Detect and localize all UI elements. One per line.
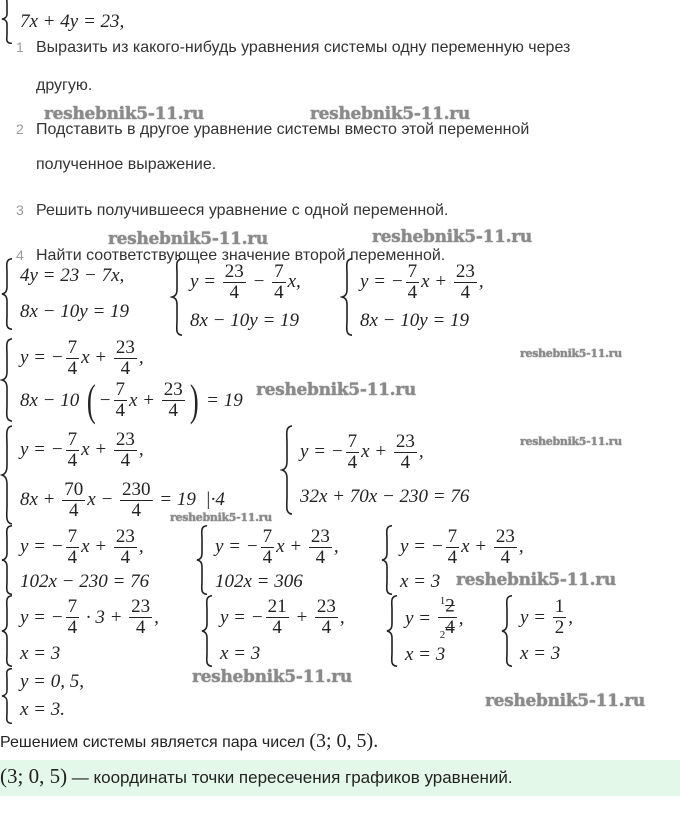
math-text: 4y = 23 − 7x, (20, 265, 125, 286)
math-text: , (339, 606, 345, 628)
numerator: 23 (131, 596, 151, 618)
equation (20, 338, 243, 379)
denominator: 4 (67, 546, 78, 568)
brace-icon (200, 595, 214, 667)
equation (190, 262, 301, 303)
watermark: reshebnik5-11.ru (456, 570, 616, 590)
math-text: x = 3 (20, 642, 61, 664)
fraction (114, 527, 137, 568)
math-text: x + (81, 439, 112, 460)
equation (520, 597, 573, 638)
math-text: 102x = 306 (215, 571, 303, 593)
cancel-numerator: 1 (439, 595, 446, 608)
fraction (114, 380, 128, 421)
numerator: 1 (554, 596, 565, 618)
math-text: = 19 |·4 (154, 489, 225, 510)
denominator: 4 (120, 449, 131, 471)
equation (405, 596, 464, 641)
step-3 (16, 202, 448, 220)
equation-system (500, 595, 573, 667)
math-text: , (518, 536, 524, 558)
watermark: reshebnik5-11.ru (108, 229, 268, 249)
fraction (129, 597, 152, 638)
denominator: 4 (120, 357, 131, 379)
conclusion-text: Решением системы является пара чисел (0, 734, 305, 751)
highlight-caption: — координаты точки пересечения графиков уравнений. (67, 768, 513, 787)
numerator: 7 (67, 428, 78, 450)
fraction (394, 432, 417, 473)
equation-lines (215, 525, 339, 595)
brace-icon (340, 258, 354, 336)
denominator: 2 (554, 617, 565, 639)
denominator: 4 (131, 499, 142, 521)
equation (400, 527, 524, 568)
math-text: x + (81, 347, 112, 369)
math-text: 32x + 70x − 230 = 76 (300, 486, 470, 508)
fraction (494, 527, 517, 568)
math-text: 8x − 10y = 19 (190, 310, 300, 332)
math-text: x = 3 (220, 642, 261, 664)
equation-lines (360, 258, 484, 336)
fraction (66, 527, 80, 568)
math-text: , (154, 606, 159, 628)
denominator: 4 (67, 449, 78, 471)
equation-lines (20, 595, 159, 667)
equation (520, 643, 573, 665)
math-text: y = − (220, 606, 264, 628)
math-text: y = 0, 5, (20, 671, 85, 692)
brace-icon (280, 425, 294, 515)
equation (405, 644, 464, 666)
equation (215, 527, 339, 568)
equation-system (0, 425, 225, 525)
math-text: x + (461, 536, 492, 558)
math-text: y = − (20, 439, 64, 460)
fraction (66, 430, 80, 471)
denominator: 4 (69, 499, 79, 521)
equation: 7x + 4y = 23, (20, 11, 125, 32)
math-text: y = − (20, 536, 64, 558)
math-text: y = (190, 271, 221, 293)
equation (220, 643, 345, 665)
math-text: , (138, 439, 144, 460)
fraction (66, 338, 80, 379)
numerator: 23 (455, 260, 475, 282)
equation-lines (20, 525, 149, 595)
denominator: 4 (272, 617, 282, 639)
equation-lines (20, 337, 243, 425)
equation (20, 301, 129, 323)
fraction (272, 262, 286, 303)
brace-icon (170, 258, 184, 336)
math-text: 8x − 10y = 19 (360, 310, 470, 332)
cancel-denominator: 2 (439, 628, 446, 641)
math-text: x + (361, 441, 392, 463)
fraction (553, 597, 567, 638)
brace-icon (380, 525, 394, 595)
numerator: 21 (267, 596, 287, 618)
step-number: 1 (16, 39, 24, 55)
math-text: , (568, 606, 574, 628)
fraction (62, 480, 85, 521)
equation (20, 527, 149, 568)
equation-system (195, 525, 339, 595)
highlight-text (0, 764, 513, 789)
math-text: , (333, 536, 339, 558)
brace-icon (0, 595, 14, 667)
brace-icon (0, 525, 14, 595)
watermark: reshebnik5-11.ru (192, 667, 352, 687)
equation (360, 262, 484, 303)
math-text: x, (287, 271, 301, 293)
step-1 (16, 39, 570, 57)
denominator: 4 (120, 546, 131, 568)
brace-icon (385, 595, 399, 667)
highlight-value: (3; 0, 5) (0, 764, 68, 788)
math-text: , (418, 441, 424, 463)
step-2-cont: полученное выражение. (36, 156, 217, 173)
brace-icon (0, 425, 14, 525)
denominator: 4 (67, 357, 78, 379)
denominator: 4 (321, 617, 332, 639)
numerator: 7 (262, 525, 273, 547)
numerator: 23 (115, 337, 135, 358)
denominator: 4 (229, 281, 240, 303)
math-text: y = − (215, 536, 259, 558)
equation-lines (190, 258, 301, 336)
fraction (454, 262, 477, 303)
denominator: 4 (400, 451, 411, 473)
equation-lines (405, 595, 464, 667)
numerator: 7 (67, 525, 78, 547)
denominator-value: 4 (445, 616, 455, 638)
math-text: x = 3 (400, 571, 441, 593)
numerator: 230 (122, 478, 151, 500)
watermark: reshebnik5-11.ru (485, 691, 645, 711)
math-text: y = (405, 607, 436, 629)
watermark: reshebnik5-11.ru (170, 511, 272, 524)
equation (20, 671, 84, 693)
math-text: x + (81, 536, 112, 558)
denominator: 4 (407, 281, 418, 303)
equation-system (170, 258, 301, 336)
equation-system (385, 595, 464, 667)
fraction (120, 480, 153, 521)
fraction (261, 527, 275, 568)
numerator: 23 (163, 379, 183, 401)
step-text: Найти соответствующее значение второй переменной. (36, 247, 446, 264)
math-text: y = − (400, 536, 444, 558)
brace-icon (195, 525, 209, 595)
math-text: , (138, 347, 144, 369)
numerator: 23 (310, 525, 330, 547)
numerator: 23 (395, 430, 415, 452)
equation-lines (220, 595, 345, 667)
denominator: 4 (67, 617, 78, 639)
equation (20, 643, 159, 665)
parenthesis: ) (189, 375, 199, 425)
equation (220, 597, 345, 638)
numerator: 23 (316, 596, 336, 618)
equation (300, 432, 469, 473)
step-1-cont: другую. (36, 77, 93, 94)
denominator: 4 (315, 546, 326, 568)
equation-system (0, 668, 84, 724)
denominator: 4 (460, 281, 471, 303)
watermark: reshebnik5-11.ru (520, 347, 622, 360)
math-text: , (458, 607, 464, 629)
equation (20, 699, 84, 721)
numerator: 23 (115, 428, 135, 450)
equation-system (0, 337, 243, 425)
watermark: reshebnik5-11.ru (256, 380, 416, 400)
math-text: x − (87, 489, 119, 510)
fraction (223, 262, 246, 303)
math-text: x = 3 (405, 643, 446, 665)
equation (190, 310, 301, 332)
fraction (66, 597, 80, 638)
equation-lines (300, 425, 469, 515)
initial-system (0, 0, 124, 44)
math-text: x + (421, 271, 452, 293)
math-text: x + (276, 536, 307, 558)
equation-lines (520, 595, 573, 667)
math-text: x = 3 (520, 642, 561, 664)
conclusion-value: (3; 0, 5). (309, 730, 379, 752)
denominator: 4 (447, 546, 458, 568)
numerator: 7 (274, 260, 284, 282)
math-text: , (478, 271, 484, 293)
fraction (438, 596, 457, 641)
fraction (346, 432, 360, 473)
numerator: 23 (115, 525, 135, 547)
math-text: + (290, 606, 313, 628)
fraction (315, 597, 338, 638)
math-text: y = − (20, 606, 64, 628)
math-text: y = (520, 606, 551, 628)
numerator: 23 (224, 260, 244, 282)
math-text: y = − (20, 347, 64, 369)
numerator: 7 (67, 596, 78, 618)
numerator-value: 2 (445, 595, 455, 617)
step-number: 4 (16, 247, 24, 263)
equation-system (200, 595, 345, 667)
numerator (438, 596, 457, 617)
conclusion (0, 730, 378, 753)
numerator: 7 (67, 337, 78, 358)
equation (20, 375, 243, 425)
denominator: 4 (262, 546, 273, 568)
math-text: , (138, 536, 144, 558)
fraction (446, 527, 460, 568)
denominator: 4 (274, 281, 284, 303)
equation (20, 265, 129, 287)
math-text: y = − (300, 441, 344, 463)
brace-icon (0, 0, 14, 44)
equation (360, 310, 484, 332)
fraction (114, 430, 137, 471)
fraction (114, 338, 137, 379)
numerator: 7 (347, 430, 358, 452)
brace-icon (0, 338, 14, 422)
step-text: Решить получившееся уравнение с одной переменной. (36, 202, 449, 219)
denominator (440, 618, 455, 641)
step-number: 2 (16, 121, 24, 137)
watermark: reshebnik5-11.ru (310, 104, 470, 124)
math-text: y = − (360, 271, 404, 293)
brace-icon (500, 595, 514, 667)
watermark: reshebnik5-11.ru (372, 227, 532, 247)
equation (20, 430, 225, 471)
math-text: 8x + (20, 489, 61, 510)
math-text: x = 3. (20, 699, 66, 720)
fraction (309, 527, 332, 568)
watermark: reshebnik5-11.ru (44, 104, 204, 124)
denominator: 4 (135, 617, 146, 639)
equation-system (340, 258, 484, 336)
math-text: = 19 (201, 389, 243, 411)
math-text: 102x − 230 = 76 (20, 571, 150, 593)
math-text: 8x − 10y = 19 (20, 301, 130, 322)
numerator: 7 (115, 379, 125, 401)
math-text: 8x − 10 (20, 389, 85, 411)
equation (300, 486, 469, 508)
equation (20, 571, 149, 593)
watermark: reshebnik5-11.ru (520, 435, 622, 448)
denominator: 4 (347, 451, 358, 473)
math-text: − (247, 271, 271, 293)
equation (215, 571, 339, 593)
parenthesis: ( (86, 375, 96, 425)
brace-icon (0, 258, 14, 330)
step-text: Подставить в другое уравнение системы вместо этой переменной (36, 121, 530, 138)
step-text: Выразить из какого-нибудь уравнения системы одну переменную через (36, 39, 571, 56)
equation-lines (20, 258, 129, 330)
math-text: x + (129, 389, 160, 411)
equation-lines (20, 425, 225, 525)
numerator: 23 (495, 525, 515, 547)
denominator: 4 (500, 546, 511, 568)
numerator: 70 (64, 478, 84, 500)
equation-system (0, 525, 149, 595)
equation-system (0, 595, 159, 667)
denominator: 4 (115, 400, 125, 422)
equation-system (0, 258, 129, 330)
equation-lines (20, 668, 84, 724)
brace-icon (0, 668, 14, 724)
fraction (406, 262, 420, 303)
step-number: 3 (16, 202, 24, 218)
denominator: 4 (168, 400, 179, 422)
fraction (266, 597, 289, 638)
numerator: 7 (447, 525, 458, 547)
fraction (162, 380, 185, 421)
equation (20, 597, 159, 638)
math-text: · 3 + (81, 606, 128, 628)
equation-system (280, 425, 469, 515)
numerator: 7 (407, 260, 418, 282)
math-text: − (98, 389, 112, 411)
